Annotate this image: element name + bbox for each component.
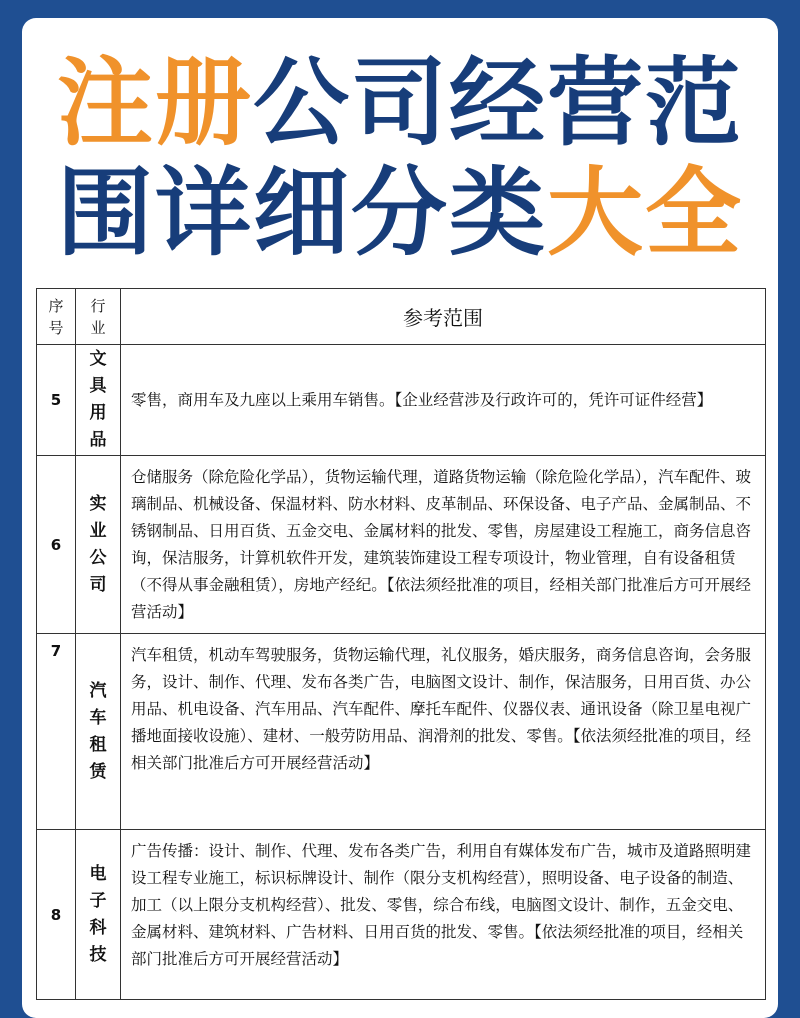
row-scope: 广告传播：设计、制作、代理、发布各类广告，利用自有媒体发布广告，城市及道路照明建设工程专业施工，标识标牌设计、制作（限分支机构经营），照明设备、电子设备的制造、加工（以上限分支机构经营）、批发、零售，综合布线，电脑图文设计、制作，五金交电、金属材料、建筑材料、广告材料、日用百货的批发、零售。【依法须经批准的项目，经相关部门批准后方可开展经营活动】: [121, 830, 766, 1000]
row-industry: 文具用品: [76, 345, 121, 456]
row-industry: 汽车租赁: [76, 634, 121, 830]
title-highlight-1: 注册: [57, 47, 253, 159]
title-text-2: 围详细分类: [57, 157, 547, 269]
table-row: [37, 345, 766, 456]
table-header-row: [37, 289, 766, 345]
title-line-2: [22, 158, 778, 268]
row-industry: 实业公司: [76, 456, 121, 634]
row-scope: 零售，商用车及九座以上乘用车销售。【企业经营涉及行政许可的，凭许可证件经营】: [121, 345, 766, 456]
header-industry: 行业: [76, 289, 121, 345]
table-row: [37, 634, 766, 830]
table-row: [37, 456, 766, 634]
business-scope-table: [36, 288, 766, 1000]
row-scope: 汽车租赁，机动车驾驶服务，货物运输代理，礼仪服务，婚庆服务，商务信息咨询，会务服务，设计、制作、代理、发布各类广告，电脑图文设计、制作，保洁服务，日用百货、办公用品、机电设备、汽车用品、汽车配件、摩托车配件、仪器仪表、通讯设备（除卫星电视广播地面接收设施）、建材、一般劳防用品、润滑剂的批发、零售。【依法须经批准的项目，经相关部门批准后方可开展经营活动】: [121, 634, 766, 830]
row-number: 8: [37, 830, 76, 1000]
row-number: 5: [37, 345, 76, 456]
row-number: 7: [37, 634, 76, 830]
header-number: 序号: [37, 289, 76, 345]
title-highlight-2: 大全: [547, 157, 743, 269]
table-row: [37, 830, 766, 1000]
row-industry: 电子科技: [76, 830, 121, 1000]
header-scope: 参考范围: [121, 289, 766, 345]
row-scope: 仓储服务（除危险化学品），货物运输代理，道路货物运输（除危险化学品），汽车配件、玻璃制品、机械设备、保温材料、防水材料、皮革制品、环保设备、电子产品、金属制品、不锈钢制品、日用百货、五金交电、金属材料的批发、零售，房屋建设工程施工，商务信息咨询，保洁服务，计算机软件开发，建筑装饰建设工程专项设计，物业管理，自有设备租赁（不得从事金融租赁），房地产经纪。【依法须经批准的项目，经相关部门批准后方可开展经营活动】: [121, 456, 766, 634]
title-line-1: [22, 48, 778, 158]
title-text-1: 公司经营范: [253, 47, 743, 159]
row-number: 6: [37, 456, 76, 634]
